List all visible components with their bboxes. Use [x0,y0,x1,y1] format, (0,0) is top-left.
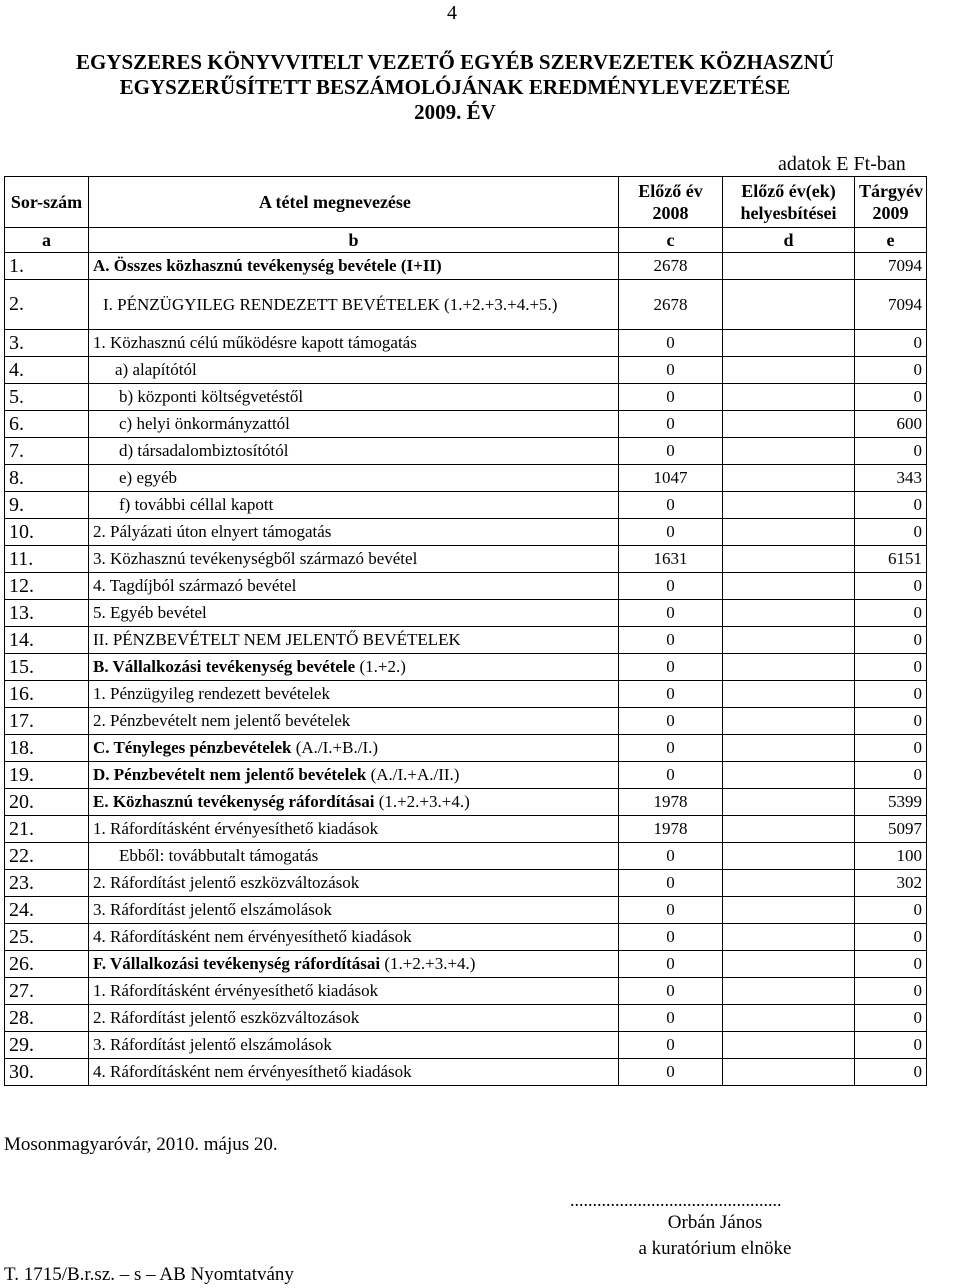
current-year-value: 7094 [855,253,927,280]
item-name: 2. Ráfordítást jelentő eszközváltozások [89,870,619,897]
previous-year-value: 0 [619,600,723,627]
current-year-value: 0 [855,978,927,1005]
table-row [5,951,927,978]
current-year-value: 343 [855,465,927,492]
current-year-value: 0 [855,492,927,519]
table-row [5,330,927,357]
item-name: I. PÉNZÜGYILEG RENDEZETT BEVÉTELEK (1.+2.+3.+4.+5.) [89,280,619,330]
correction-value [723,843,855,870]
table-row [5,627,927,654]
item-name: 3. Közhasznú tevékenységből származó bevétel [89,546,619,573]
previous-year-value: 0 [619,843,723,870]
previous-year-value: 0 [619,870,723,897]
item-name: a) alapítótól [89,357,619,384]
previous-year-value: 0 [619,951,723,978]
table-row [5,573,927,600]
letter-a: a [5,228,89,253]
current-year-value: 0 [855,762,927,789]
row-number: 17. [5,708,89,735]
previous-year-value: 0 [619,357,723,384]
row-number: 16. [5,681,89,708]
item-name: d) társadalombiztosítótól [89,438,619,465]
previous-year-value: 1978 [619,789,723,816]
table-row [5,735,927,762]
header-current-year: Tárgyév 2009 [855,177,927,228]
row-number: 13. [5,600,89,627]
footer-form-code: T. 1715/B.r.sz. – s – AB Nyomtatvány [4,1264,294,1285]
item-name: c) helyi önkormányzattól [89,411,619,438]
correction-value [723,627,855,654]
row-number: 3. [5,330,89,357]
table-row [5,253,927,280]
current-year-value: 302 [855,870,927,897]
correction-value [723,519,855,546]
item-name: 3. Ráfordítást jelentő elszámolások [89,1032,619,1059]
item-name-bold: C. Tényleges pénzbevételek [93,738,292,757]
correction-value [723,870,855,897]
previous-year-value: 0 [619,573,723,600]
table-row [5,789,927,816]
item-name: 3. Ráfordítást jelentő elszámolások [89,897,619,924]
item-name-rest: (A./I.+B./I.) [291,738,379,757]
item-name: 1. Pénzügyileg rendezett bevételek [89,681,619,708]
row-number: 26. [5,951,89,978]
title-line-2: EGYSZERŰSÍTETT BESZÁMOLÓJÁNAK EREDMÉNYLEVEZETÉSE [119,75,791,99]
current-year-value: 0 [855,357,927,384]
item-name: 4. Ráfordításként nem érvényesíthető kiadások [89,924,619,951]
item-name-bold: B. Vállalkozási tevékenység bevétele [93,657,356,676]
correction-value [723,951,855,978]
correction-value [723,735,855,762]
item-name [89,654,619,681]
row-number: 1. [5,253,89,280]
correction-value [723,357,855,384]
units-note: adatok E Ft-ban [778,153,906,175]
table-row [5,924,927,951]
item-name: A. Összes közhasznú tevékenység bevétele (I+II) [89,253,619,280]
previous-year-value: 0 [619,654,723,681]
correction-value [723,1005,855,1032]
previous-year-value: 0 [619,762,723,789]
previous-year-value: 1631 [619,546,723,573]
current-year-value: 0 [855,627,927,654]
current-year-value: 600 [855,411,927,438]
table-row [5,519,927,546]
current-year-value: 0 [855,1032,927,1059]
current-year-value: 6151 [855,546,927,573]
title-line-3: 2009. ÉV [414,100,496,124]
correction-value [723,253,855,280]
current-year-value: 0 [855,654,927,681]
item-name: 4. Ráfordításként nem érvényesíthető kiadások [89,1059,619,1086]
current-year-value: 5097 [855,816,927,843]
letter-c: c [619,228,723,253]
table-row [5,762,927,789]
previous-year-value: 0 [619,519,723,546]
signer-role: a kuratórium elnöke [638,1238,792,1259]
table-row [5,492,927,519]
row-number: 6. [5,411,89,438]
correction-value [723,924,855,951]
item-name: e) egyéb [89,465,619,492]
correction-value [723,600,855,627]
correction-value [723,411,855,438]
current-year-value: 0 [855,438,927,465]
previous-year-value: 0 [619,735,723,762]
item-name: Ebből: továbbutalt támogatás [89,843,619,870]
correction-value [723,438,855,465]
current-year-value: 0 [855,1005,927,1032]
correction-value [723,280,855,330]
table-row [5,681,927,708]
header-item-name: A tétel megnevezése [89,177,619,228]
letter-b: b [89,228,619,253]
table-row [5,816,927,843]
previous-year-value: 0 [619,1059,723,1086]
row-number: 19. [5,762,89,789]
current-year-value: 0 [855,384,927,411]
row-number: 25. [5,924,89,951]
table-row [5,1032,927,1059]
page-number: 4 [447,2,457,24]
correction-value [723,978,855,1005]
previous-year-value: 0 [619,924,723,951]
item-name: b) központi költségvetéstől [89,384,619,411]
signature-line: ............................................... [570,1190,782,1210]
previous-year-value: 0 [619,330,723,357]
table-row [5,280,927,330]
income-statement-table [4,176,927,1086]
table-row [5,708,927,735]
table-row [5,384,927,411]
correction-value [723,654,855,681]
header-previous-year: Előző év 2008 [619,177,723,228]
current-year-value: 0 [855,600,927,627]
row-number: 7. [5,438,89,465]
row-number: 18. [5,735,89,762]
item-name: 1. Ráfordításként érvényesíthető kiadások [89,978,619,1005]
correction-value [723,897,855,924]
correction-value [723,492,855,519]
row-number: 12. [5,573,89,600]
table-row [5,600,927,627]
table-row [5,1059,927,1086]
row-number: 10. [5,519,89,546]
item-name-rest: (1.+2.+3.+4.) [380,954,476,973]
table-row [5,654,927,681]
previous-year-value: 1978 [619,816,723,843]
item-name: f) további céllal kapott [89,492,619,519]
title-line-1: EGYSZERES KÖNYVVITELT VEZETŐ EGYÉB SZERVEZETEK KÖZHASZNÚ [75,50,835,74]
current-year-value: 0 [855,897,927,924]
previous-year-value: 0 [619,978,723,1005]
previous-year-value: 0 [619,438,723,465]
previous-year-value: 2678 [619,253,723,280]
current-year-value: 0 [855,924,927,951]
table-row [5,1005,927,1032]
correction-value [723,546,855,573]
header-row-number: Sor-szám [5,177,89,228]
item-name-rest: (A./I.+A./II.) [366,765,460,784]
row-number: 8. [5,465,89,492]
table-row [5,465,927,492]
row-number: 22. [5,843,89,870]
correction-value [723,1059,855,1086]
item-name-rest: (1.+2.) [355,657,406,676]
item-name [89,735,619,762]
item-name-bold: F. Vállalkozási tevékenység ráfordításai [93,954,381,973]
item-name: 2. Pénzbevételt nem jelentő bevételek [89,708,619,735]
correction-value [723,816,855,843]
row-number: 14. [5,627,89,654]
item-name: II. PÉNZBEVÉTELT NEM JELENTŐ BEVÉTELEK [89,627,619,654]
item-name: 1. Közhasznú célú működésre kapott támogatás [89,330,619,357]
row-number: 5. [5,384,89,411]
previous-year-value: 0 [619,1032,723,1059]
item-name: 4. Tagdíjból származó bevétel [89,573,619,600]
item-name: 1. Ráfordításként érvényesíthető kiadások [89,816,619,843]
item-name [89,789,619,816]
table-row [5,978,927,1005]
item-name [89,951,619,978]
row-number: 20. [5,789,89,816]
correction-value [723,384,855,411]
previous-year-value: 0 [619,708,723,735]
previous-year-value: 0 [619,681,723,708]
previous-year-value: 0 [619,411,723,438]
row-number: 30. [5,1059,89,1086]
correction-value [723,1032,855,1059]
table-row [5,411,927,438]
previous-year-value: 0 [619,384,723,411]
row-number: 21. [5,816,89,843]
current-year-value: 0 [855,1059,927,1086]
letter-e: e [855,228,927,253]
table-row [5,897,927,924]
item-name: 2. Ráfordítást jelentő eszközváltozások [89,1005,619,1032]
letter-row [5,228,927,253]
previous-year-value: 0 [619,492,723,519]
row-number: 23. [5,870,89,897]
current-year-value: 100 [855,843,927,870]
header-row [5,177,927,228]
correction-value [723,330,855,357]
place-and-date: Mosonmagyaróvár, 2010. május 20. [4,1134,278,1155]
signer-block [600,1210,830,1262]
correction-value [723,681,855,708]
current-year-value: 0 [855,735,927,762]
row-number: 15. [5,654,89,681]
previous-year-value: 2678 [619,280,723,330]
item-name-rest: (1.+2.+3.+4.) [374,792,470,811]
correction-value [723,465,855,492]
current-year-value: 0 [855,573,927,600]
row-number: 4. [5,357,89,384]
table-row [5,870,927,897]
correction-value [723,708,855,735]
current-year-value: 0 [855,951,927,978]
table-row [5,843,927,870]
item-name [89,762,619,789]
header-corrections: Előző év(ek) helyesbítései [723,177,855,228]
table-row [5,357,927,384]
correction-value [723,573,855,600]
current-year-value: 0 [855,708,927,735]
current-year-value: 0 [855,681,927,708]
row-number: 9. [5,492,89,519]
document-title [0,50,910,125]
correction-value [723,789,855,816]
row-number: 27. [5,978,89,1005]
current-year-value: 0 [855,519,927,546]
current-year-value: 7094 [855,280,927,330]
current-year-value: 0 [855,330,927,357]
row-number: 11. [5,546,89,573]
item-name-bold: D. Pénzbevételt nem jelentő bevételek [93,765,367,784]
row-number: 24. [5,897,89,924]
row-number: 2. [5,280,89,330]
current-year-value: 5399 [855,789,927,816]
row-number: 29. [5,1032,89,1059]
table-row [5,546,927,573]
table-row [5,438,927,465]
previous-year-value: 0 [619,1005,723,1032]
correction-value [723,762,855,789]
previous-year-value: 0 [619,627,723,654]
item-name-bold: E. Közhasznú tevékenység ráfordításai [93,792,375,811]
item-name: 2. Pályázati úton elnyert támogatás [89,519,619,546]
signer-name: Orbán János [667,1212,763,1233]
previous-year-value: 1047 [619,465,723,492]
letter-d: d [723,228,855,253]
row-number: 28. [5,1005,89,1032]
previous-year-value: 0 [619,897,723,924]
item-name: 5. Egyéb bevétel [89,600,619,627]
